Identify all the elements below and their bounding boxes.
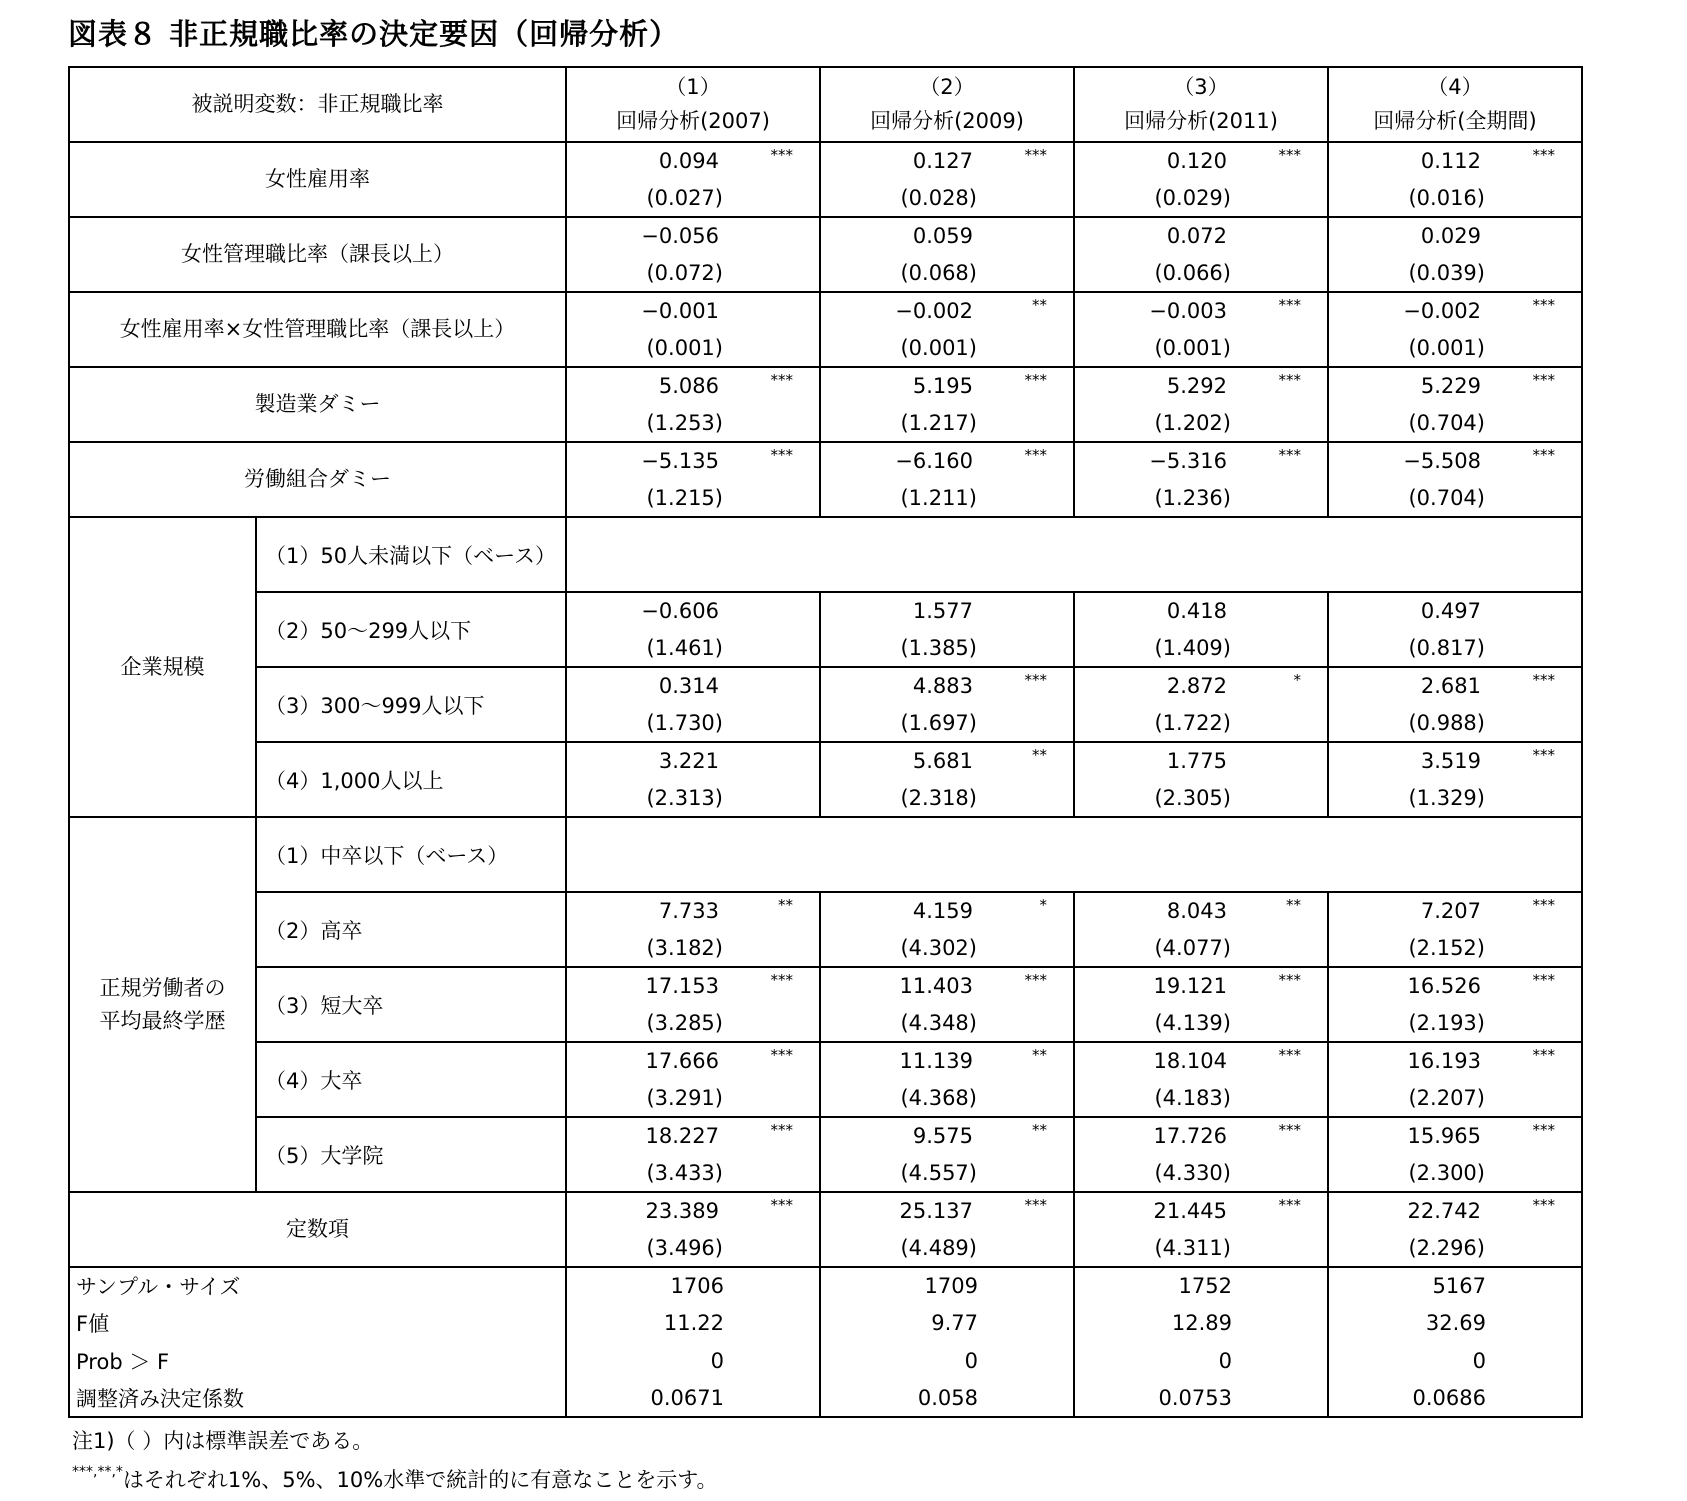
stat-row [69,1305,1582,1343]
footnote-significance [72,1464,718,1494]
stat-value: 9.77 [820,1305,1074,1343]
significance-stars: *** [770,971,793,989]
estimate-value: −0.001 [641,299,719,323]
significance-stars: ** [1032,1046,1047,1064]
coef-cell [566,592,820,667]
estimate-value: 5.229 [1420,374,1481,398]
row-label: 定数項 [69,1192,566,1267]
estimate-value: 16.526 [1407,974,1481,998]
coef-cell [1074,667,1328,742]
standard-error-value: (3.496) [646,1236,723,1260]
stat-value: 0 [566,1342,820,1380]
coef-cell [566,142,820,217]
coef-cell [820,892,1074,967]
significance-stars: *** [1024,371,1047,389]
significance-stars: *** [770,371,793,389]
significance-stars: *** [770,446,793,464]
coef-cell [1074,142,1328,217]
table-row [69,817,1582,892]
estimate-value: 25.137 [899,1199,973,1223]
row-label: （2）高卒 [256,892,566,967]
standard-error-value: (1.253) [646,411,723,435]
significance-stars: *** [1024,671,1047,689]
significance-stars: *** [1278,446,1301,464]
stat-value: 0 [820,1342,1074,1380]
row-label: （1）中卒以下（ベース） [256,817,566,892]
standard-error-value: (4.557) [900,1161,977,1185]
significance-stars: *** [1532,671,1555,689]
standard-error-value: (4.139) [1154,1011,1231,1035]
estimate-value: −6.160 [895,449,973,473]
stat-value: 0 [1074,1342,1328,1380]
coef-cell [1328,892,1582,967]
standard-error-value: (1.385) [900,636,977,660]
table-row [69,1117,1582,1192]
standard-error-value: (2.193) [1408,1011,1485,1035]
table-row [69,967,1582,1042]
coef-cell [820,742,1074,817]
estimate-value: 0.112 [1420,149,1481,173]
stat-value: 5167 [1328,1267,1582,1305]
coef-cell [566,1042,820,1117]
coef-cell [820,967,1074,1042]
standard-error-value: (0.001) [900,336,977,360]
stat-value: 11.22 [566,1305,820,1343]
estimate-value: 2.681 [1420,674,1481,698]
estimate-value: −0.056 [641,224,719,248]
significance-stars: *** [1532,296,1555,314]
coef-cell [1074,742,1328,817]
estimate-value: 21.445 [1153,1199,1227,1223]
group-label-firm-size: 企業規模 [69,517,256,817]
estimate-value: 18.227 [645,1124,719,1148]
coef-cell [566,892,820,967]
estimate-value: 5.195 [912,374,973,398]
stat-label: Prob ＞ F [69,1342,566,1380]
row-label: （4）大卒 [256,1042,566,1117]
coef-cell [1074,1117,1328,1192]
significance-stars: *** [770,146,793,164]
estimate-value: −0.002 [895,299,973,323]
stat-value: 0.0686 [1328,1380,1582,1418]
estimate-value: 2.872 [1166,674,1227,698]
significance-stars: *** [770,1196,793,1214]
standard-error-value: (4.077) [1154,936,1231,960]
estimate-value: −5.135 [641,449,719,473]
table-row [69,292,1582,367]
standard-error-value: (4.348) [900,1011,977,1035]
coef-cell [1328,142,1582,217]
estimate-value: 7.733 [658,899,719,923]
coef-cell [1328,592,1582,667]
table-row [69,592,1582,667]
standard-error-value: (3.433) [646,1161,723,1185]
significance-stars: *** [770,1121,793,1139]
coef-cell [1328,1192,1582,1267]
standard-error-value: (1.211) [900,486,977,510]
standard-error-value: (0.066) [1154,261,1231,285]
standard-error-value: (4.311) [1154,1236,1231,1260]
estimate-value: 4.159 [912,899,973,923]
estimate-value: 17.666 [645,1049,719,1073]
estimate-value: 18.104 [1153,1049,1227,1073]
coef-cell [1074,367,1328,442]
row-label: 製造業ダミー [69,367,566,442]
estimate-value: 11.403 [899,974,973,998]
footnote-stars: ***,**,* [72,1464,123,1480]
coef-cell [566,742,820,817]
estimate-value: 0.094 [658,149,719,173]
coef-cell [820,1042,1074,1117]
estimate-value: 17.153 [645,974,719,998]
significance-stars: *** [1278,1196,1301,1214]
coef-cell [1328,1042,1582,1117]
coef-cell [566,217,820,292]
coef-cell [820,667,1074,742]
coef-cell [820,442,1074,517]
significance-stars: *** [1532,1196,1555,1214]
row-label: （1）50人未満以下（ベース） [256,517,566,592]
estimate-value: 0.029 [1420,224,1481,248]
stat-value: 0.0671 [566,1380,820,1418]
estimate-value: 0.497 [1420,599,1481,623]
estimate-value: 3.221 [658,749,719,773]
table-row [69,667,1582,742]
table-row [69,367,1582,442]
standard-error-value: (1.697) [900,711,977,735]
standard-error-value: (2.296) [1408,1236,1485,1260]
estimate-value: −0.003 [1149,299,1227,323]
estimate-value: 7.207 [1420,899,1481,923]
significance-stars: *** [1278,971,1301,989]
significance-stars: *** [1024,1196,1047,1214]
standard-error-value: (0.704) [1408,486,1485,510]
estimate-value: 0.120 [1166,149,1227,173]
significance-stars: ** [1032,746,1047,764]
estimate-value: 1.775 [1166,749,1227,773]
standard-error-value: (2.207) [1408,1086,1485,1110]
coef-cell [1328,367,1582,442]
estimate-value: 0.314 [658,674,719,698]
standard-error-value: (0.016) [1408,186,1485,210]
row-label: 女性管理職比率（課長以上） [69,217,566,292]
estimate-value: 15.965 [1407,1124,1481,1148]
base-empty-cell [566,817,1582,892]
base-empty-cell [566,517,1582,592]
standard-error-value: (1.409) [1154,636,1231,660]
stat-value: 1752 [1074,1267,1328,1305]
table-row [69,742,1582,817]
significance-stars: * [1293,671,1301,689]
stat-label: F値 [69,1305,566,1343]
standard-error-value: (1.202) [1154,411,1231,435]
coef-cell [820,142,1074,217]
coef-cell [820,592,1074,667]
coef-cell [1328,442,1582,517]
coef-cell [820,217,1074,292]
standard-error-value: (3.182) [646,936,723,960]
stat-value: 1709 [820,1267,1074,1305]
significance-stars: *** [770,1046,793,1064]
estimate-value: 0.418 [1166,599,1227,623]
table-title: 図表８ 非正規職比率の決定要因（回帰分析） [68,17,680,51]
significance-stars: *** [1532,1121,1555,1139]
row-label: （3）短大卒 [256,967,566,1042]
row-label: （5）大学院 [256,1117,566,1192]
stat-value: 0.058 [820,1380,1074,1418]
coef-cell [566,1192,820,1267]
estimate-value: 23.389 [645,1199,719,1223]
coef-cell [1328,292,1582,367]
standard-error-value: (1.730) [646,711,723,735]
table-row [69,1042,1582,1117]
coef-cell [1074,292,1328,367]
significance-stars: *** [1278,371,1301,389]
significance-stars: *** [1024,146,1047,164]
standard-error-value: (4.330) [1154,1161,1231,1185]
standard-error-value: (0.001) [1154,336,1231,360]
standard-error-value: (0.988) [1408,711,1485,735]
standard-error-value: (2.305) [1154,786,1231,810]
standard-error-value: (4.368) [900,1086,977,1110]
significance-stars: ** [778,896,793,914]
footnote-text: はそれぞれ1%、5%、10%水準で統計的に有意なことを示す。 [122,1468,718,1492]
header-row [69,67,1582,142]
estimate-value: −0.606 [641,599,719,623]
standard-error-value: (0.029) [1154,186,1231,210]
coef-cell [1074,1192,1328,1267]
significance-stars: *** [1278,296,1301,314]
coef-cell [820,292,1074,367]
stat-row [69,1267,1582,1305]
standard-error-value: (0.001) [646,336,723,360]
model-header: （3） 回帰分析(2011) [1074,67,1328,142]
significance-stars: *** [1532,146,1555,164]
row-label: 女性雇用率 [69,142,566,217]
coef-cell [566,442,820,517]
table-row [69,892,1582,967]
standard-error-value: (0.039) [1408,261,1485,285]
standard-error-value: (3.291) [646,1086,723,1110]
standard-error-value: (4.183) [1154,1086,1231,1110]
coef-cell [820,1117,1074,1192]
standard-error-value: (0.028) [900,186,977,210]
table-row [69,517,1582,592]
stat-value: 1706 [566,1267,820,1305]
standard-error-value: (0.068) [900,261,977,285]
estimate-value: 16.193 [1407,1049,1481,1073]
significance-stars: *** [1532,971,1555,989]
row-label: （2）50～299人以下 [256,592,566,667]
estimate-value: −0.002 [1403,299,1481,323]
coef-cell [1074,442,1328,517]
table-row [69,442,1582,517]
estimate-value: 5.681 [912,749,973,773]
estimate-value: 0.072 [1166,224,1227,248]
significance-stars: * [1039,896,1047,914]
stat-row [69,1380,1582,1418]
standard-error-value: (1.236) [1154,486,1231,510]
regression-table [68,66,1583,1418]
estimate-value: 5.086 [658,374,719,398]
significance-stars: *** [1024,971,1047,989]
significance-stars: ** [1286,896,1301,914]
standard-error-value: (0.817) [1408,636,1485,660]
stat-value: 0 [1328,1342,1582,1380]
standard-error-value: (0.704) [1408,411,1485,435]
estimate-value: 4.883 [912,674,973,698]
coef-cell [566,1117,820,1192]
standard-error-value: (0.027) [646,186,723,210]
significance-stars: *** [1278,146,1301,164]
footnote-standard-error: 注1)（ ）内は標準誤差である。 [72,1429,374,1453]
stat-row [69,1342,1582,1380]
estimate-value: 1.577 [912,599,973,623]
coef-cell [1328,967,1582,1042]
table-row [69,1192,1582,1267]
estimate-value: 8.043 [1166,899,1227,923]
estimate-value: 0.127 [912,149,973,173]
row-label: （4）1,000人以上 [256,742,566,817]
coef-cell [566,967,820,1042]
significance-stars: *** [1532,1046,1555,1064]
model-header: （1） 回帰分析(2007) [566,67,820,142]
significance-stars: *** [1532,446,1555,464]
coef-cell [1328,217,1582,292]
standard-error-value: (1.329) [1408,786,1485,810]
standard-error-value: (2.152) [1408,936,1485,960]
standard-error-value: (2.313) [646,786,723,810]
significance-stars: ** [1032,296,1047,314]
coef-cell [1328,1117,1582,1192]
significance-stars: *** [1278,1046,1301,1064]
estimate-value: 19.121 [1153,974,1227,998]
estimate-value: 9.575 [912,1124,973,1148]
estimate-value: 11.139 [899,1049,973,1073]
estimate-value: 5.292 [1166,374,1227,398]
coef-cell [566,367,820,442]
stat-label: サンプル・サイズ [69,1267,566,1305]
coef-cell [566,292,820,367]
estimate-value: 3.519 [1420,749,1481,773]
significance-stars: *** [1278,1121,1301,1139]
coef-cell [1074,217,1328,292]
standard-error-value: (1.722) [1154,711,1231,735]
standard-error-value: (2.318) [900,786,977,810]
dependent-variable-label: 被説明変数：非正規職比率 [69,67,566,142]
table-row [69,217,1582,292]
standard-error-value: (1.215) [646,486,723,510]
standard-error-value: (4.302) [900,936,977,960]
standard-error-value: (4.489) [900,1236,977,1260]
table-row [69,142,1582,217]
standard-error-value: (0.001) [1408,336,1485,360]
significance-stars: *** [1532,896,1555,914]
estimate-value: 0.059 [912,224,973,248]
significance-stars: *** [1024,446,1047,464]
group-label-education: 正規労働者の 平均最終学歴 [69,817,256,1192]
coef-cell [1074,592,1328,667]
standard-error-value: (2.300) [1408,1161,1485,1185]
row-label: 女性雇用率×女性管理職比率（課長以上） [69,292,566,367]
standard-error-value: (3.285) [646,1011,723,1035]
coef-cell [1074,967,1328,1042]
coef-cell [566,667,820,742]
coef-cell [820,1192,1074,1267]
significance-stars: ** [1032,1121,1047,1139]
model-header: （4） 回帰分析(全期間) [1328,67,1582,142]
significance-stars: *** [1532,371,1555,389]
coef-cell [1328,742,1582,817]
coef-cell [1074,1042,1328,1117]
coef-cell [1328,667,1582,742]
stat-value: 0.0753 [1074,1380,1328,1418]
model-header: （2） 回帰分析(2009) [820,67,1074,142]
stat-value: 32.69 [1328,1305,1582,1343]
coef-cell [820,367,1074,442]
estimate-value: −5.316 [1149,449,1227,473]
standard-error-value: (1.461) [646,636,723,660]
stat-label: 調整済み決定係数 [69,1380,566,1418]
row-label: （3）300～999人以下 [256,667,566,742]
estimate-value: 17.726 [1153,1124,1227,1148]
standard-error-value: (0.072) [646,261,723,285]
coef-cell [1074,892,1328,967]
estimate-value: 22.742 [1407,1199,1481,1223]
standard-error-value: (1.217) [900,411,977,435]
estimate-value: −5.508 [1403,449,1481,473]
stat-value: 12.89 [1074,1305,1328,1343]
row-label: 労働組合ダミー [69,442,566,517]
significance-stars: *** [1532,746,1555,764]
